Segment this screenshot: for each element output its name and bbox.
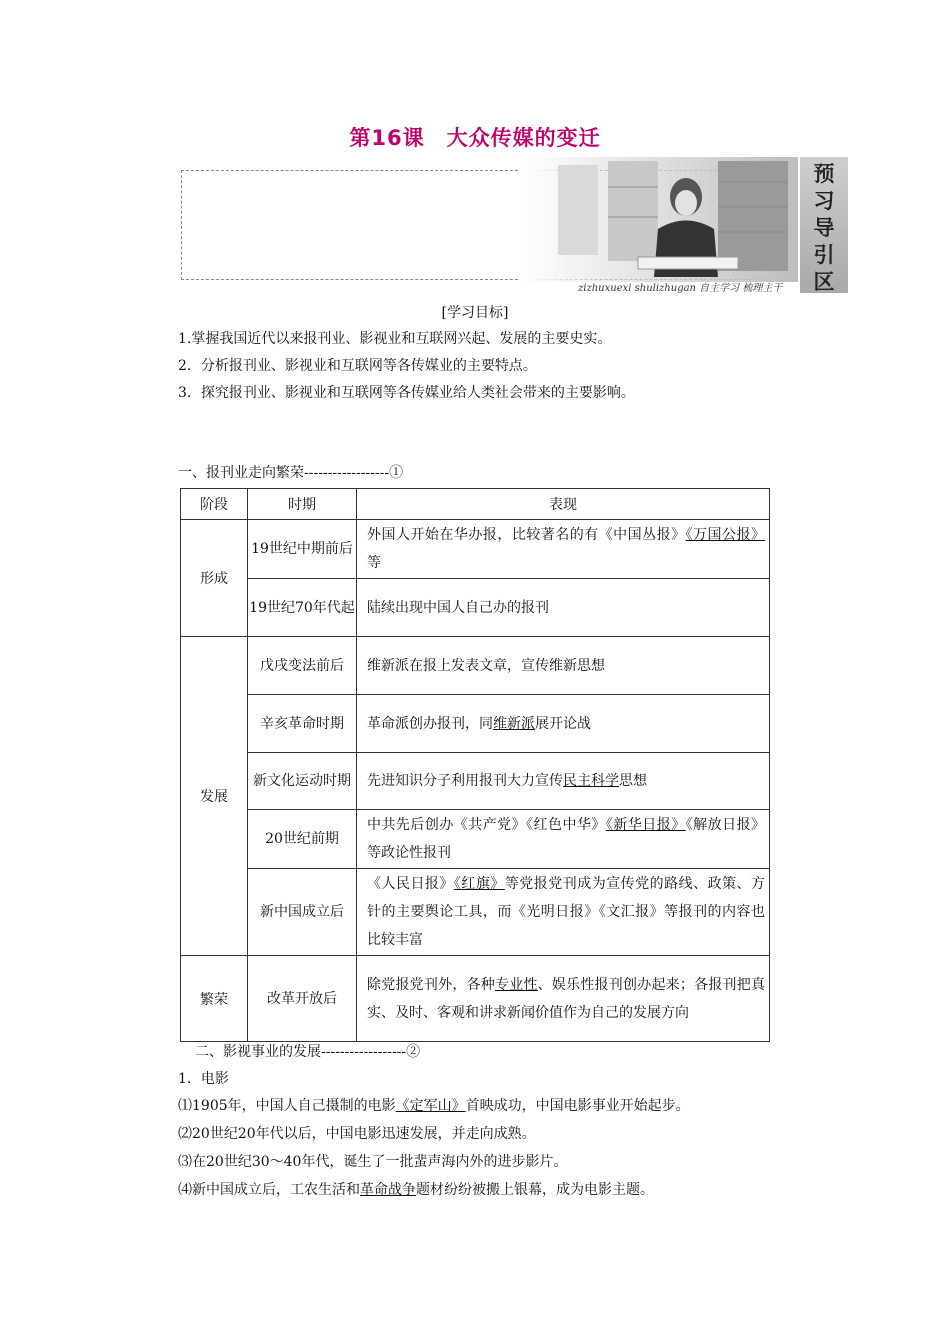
table-row xyxy=(181,637,770,695)
period-cell: 20世纪前期 xyxy=(248,810,357,869)
banner-photo xyxy=(518,157,798,282)
learning-goals-heading: [学习目标] xyxy=(441,305,509,321)
period-cell: 19世纪70年代起 xyxy=(248,579,357,637)
period-cell: 19世纪中期前后 xyxy=(248,520,357,579)
film-item: ⑴1905年，中国人自己摄制的电影《定军山》首映成功，中国电影事业开始起步。 xyxy=(178,1098,690,1114)
newspaper-development-table xyxy=(180,488,770,1042)
table-row xyxy=(181,695,770,753)
desc-cell: 革命派创办报刊，同维新派展开论战 xyxy=(357,695,770,753)
stage-cell: 繁荣 xyxy=(181,956,248,1042)
stage-cell: 形成 xyxy=(181,520,248,637)
tag-char: 导 xyxy=(813,216,835,240)
preview-banner xyxy=(178,157,848,295)
desc-cell: 陆续出现中国人自己办的报刊 xyxy=(357,579,770,637)
tag-char: 区 xyxy=(813,270,835,294)
desc-cell: 外国人开始在华办报，比较著名的有《中国丛报》《万国公报》等 xyxy=(357,520,770,579)
learning-goal: 1.掌握我国近代以来报刊业、影视业和互联网兴起、发展的主要史实。 xyxy=(178,331,612,347)
table-row xyxy=(181,869,770,956)
desc-cell: 《人民日报》《红旗》等党报党刊成为宣传党的路线、政策、方针的主要舆论工具，而《光明日报》《文汇报》等报刊的内容也比较丰富 xyxy=(357,869,770,956)
header-performance: 表现 xyxy=(357,489,770,520)
film-item: ⑶在20世纪30～40年代，诞生了一批蜚声海内外的进步影片。 xyxy=(178,1154,568,1170)
learning-goal: 2．分析报刊业、影视业和互联网等各传媒业的主要特点。 xyxy=(178,358,537,374)
tag-char: 预 xyxy=(813,162,835,186)
page-title: 第16课 大众传媒的变迁 xyxy=(349,126,601,150)
banner-subtitle: zizhuxuexi shulizhugan 自主学习 梳理主干 xyxy=(578,283,783,294)
header-stage: 阶段 xyxy=(181,489,248,520)
reading-student-illustration xyxy=(518,157,798,282)
table-row xyxy=(181,810,770,869)
film-item: ⑷新中国成立后，工农生活和革命战争题材纷纷被搬上银幕，成为电影主题。 xyxy=(178,1182,654,1198)
period-cell: 新中国成立后 xyxy=(248,869,357,956)
desc-cell: 除党报党刊外，各种专业性、娱乐性报刊创办起来；各报刊把真实、及时、客观和讲求新闻价值作为自己的发展方向 xyxy=(357,956,770,1042)
tag-char: 引 xyxy=(813,243,835,267)
period-cell: 辛亥革命时期 xyxy=(248,695,357,753)
learning-goal: 3．探究报刊业、影视业和互联网等各传媒业给人类社会带来的主要影响。 xyxy=(178,385,635,401)
table-row xyxy=(181,753,770,810)
tag-char: 习 xyxy=(813,189,835,213)
header-period: 时期 xyxy=(248,489,357,520)
period-cell: 新文化运动时期 xyxy=(248,753,357,810)
period-cell: 改革开放后 xyxy=(248,956,357,1042)
desc-cell: 维新派在报上发表文章，宣传维新思想 xyxy=(357,637,770,695)
desc-cell: 先进知识分子利用报刊大力宣传民主科学思想 xyxy=(357,753,770,810)
film-item: ⑵20世纪20年代以后，中国电影迅速发展，并走向成熟。 xyxy=(178,1126,536,1142)
stage-cell: 发展 xyxy=(181,637,248,956)
table-row xyxy=(181,956,770,1042)
preview-guide-tag xyxy=(800,157,848,293)
table-row xyxy=(181,579,770,637)
section-heading-film-tv: 二、影视事业的发展------------------② xyxy=(195,1044,421,1060)
period-cell: 戊戌变法前后 xyxy=(248,637,357,695)
desc-cell: 中共先后创办《共产党》《红色中华》《新华日报》《解放日报》等政论性报刊 xyxy=(357,810,770,869)
section-heading-newspapers: 一、报刊业走向繁荣------------------① xyxy=(178,465,404,481)
table-row xyxy=(181,520,770,579)
subsection-film: 1．电影 xyxy=(178,1071,229,1087)
table-header-row xyxy=(181,489,770,520)
